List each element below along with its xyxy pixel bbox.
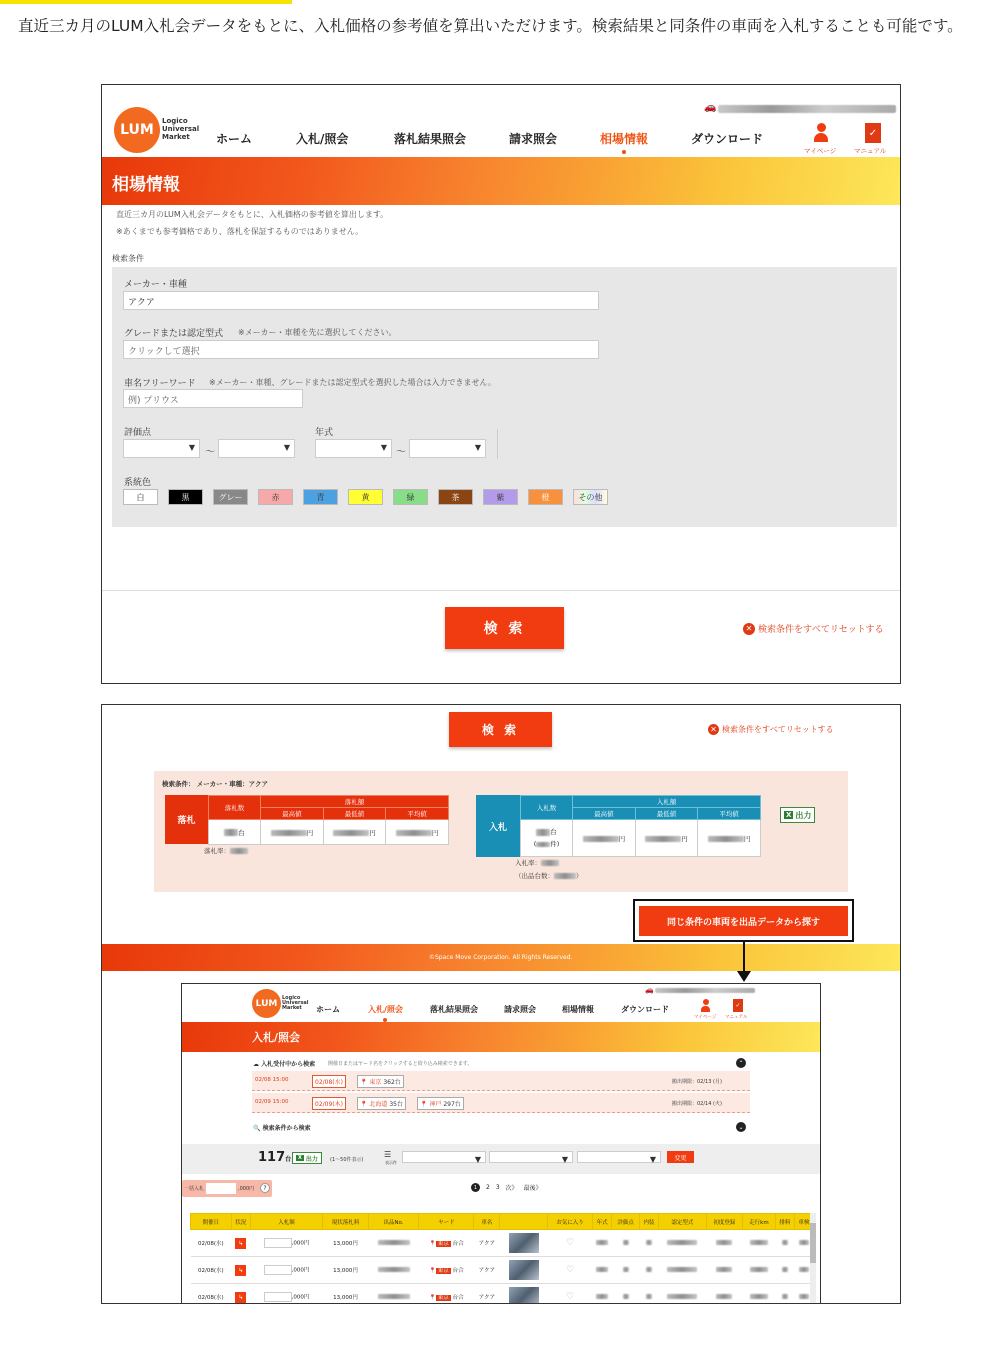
divider xyxy=(497,429,498,459)
manual-label[interactable]: マニュアル xyxy=(854,147,887,155)
bid-suffix: ,000円 xyxy=(291,1240,310,1247)
row-yard: 東京 xyxy=(437,1295,449,1301)
column-header[interactable]: 状況 xyxy=(231,1214,250,1230)
car-thumbnail[interactable] xyxy=(509,1233,539,1253)
column-header[interactable] xyxy=(500,1214,548,1230)
row-car-name[interactable]: アクア xyxy=(478,1268,495,1274)
page-banner xyxy=(102,157,900,205)
mypage-label[interactable]: マイページ xyxy=(694,1015,717,1020)
copyright: ©Space Move Corporation. All Rights Reserved. xyxy=(429,954,573,961)
intro-text: 直近三カ月のLUM入札会データをもとに、入札価格の参考値を算出いただけます。検索結果と同条件の車両を入札することも可能です。 xyxy=(18,17,963,35)
excel-icon: X xyxy=(786,811,792,819)
row-yard-city: 台合 xyxy=(452,1241,464,1247)
color-chip-0[interactable]: 白 xyxy=(123,489,158,505)
result-count: 117台 xyxy=(258,1150,292,1165)
reset-conditions-link[interactable]: ✕ 検索条件をすべてリセットする xyxy=(708,724,834,735)
market-info-search-screenshot xyxy=(101,84,901,684)
maker-input[interactable]: アクア xyxy=(123,291,599,310)
yard-tag[interactable]: 📍 東京 362台 xyxy=(357,1075,404,1088)
mypage-icon[interactable] xyxy=(701,999,710,1012)
car-thumbnail[interactable] xyxy=(509,1287,539,1304)
won-max-header: 最高値 xyxy=(261,808,324,820)
footer-banner xyxy=(102,944,900,971)
won-avg-cell: 円 xyxy=(386,820,449,845)
bid-input[interactable] xyxy=(264,1292,292,1302)
cond-search-label: 🔍 検索条件から検索 xyxy=(253,1125,311,1132)
excel-export-button[interactable]: X 出力 xyxy=(780,807,815,823)
favorite-heart-icon[interactable]: ♡ xyxy=(565,1292,575,1302)
auction-row xyxy=(252,1093,750,1113)
close-icon: ✕ xyxy=(708,724,719,735)
nav-results[interactable]: 落札結果照会 xyxy=(430,1005,478,1014)
won-rate: 落札率： xyxy=(204,846,248,855)
bid-max-cell: 円 xyxy=(573,820,636,857)
color-chip-4[interactable]: 青 xyxy=(303,489,338,505)
sort-select-3[interactable] xyxy=(577,1151,661,1163)
bulk-bid-box xyxy=(182,1180,272,1197)
page-link[interactable]: 2 xyxy=(486,1184,490,1191)
arrow-line xyxy=(743,942,745,972)
auction-row xyxy=(252,1071,750,1091)
search-button[interactable]: 検 索 xyxy=(449,712,552,747)
won-min-cell: 円 xyxy=(323,820,386,845)
won-price-header: 落札額 xyxy=(261,796,449,808)
user-info-redacted xyxy=(655,988,755,993)
bid-input[interactable] xyxy=(264,1238,292,1248)
column-header[interactable]: 車検 xyxy=(794,1214,813,1230)
color-chip-3[interactable]: 赤 xyxy=(258,489,293,505)
lum-logo[interactable]: LUM xyxy=(114,107,160,153)
search-button[interactable]: 検 索 xyxy=(445,607,564,649)
conditions-label: 検索条件 xyxy=(112,254,144,263)
search-conditions-summary: 検索条件： メーカー・車種：アクア xyxy=(162,780,268,788)
color-chip-5[interactable]: 黄 xyxy=(348,489,383,505)
bid-status-icon[interactable]: ↳ xyxy=(235,1292,246,1303)
deadline: 搬出期限：02/14 (火) xyxy=(672,1101,722,1107)
list-icon[interactable]: ☰ xyxy=(384,1150,392,1159)
range-label: (1〜50件表示) xyxy=(330,1157,364,1163)
table-row[interactable]: 02/08(水) ↳ ,000円 13,000円 📍 東京 台合 アクア ♡ xyxy=(191,1230,814,1257)
bid-min-header: 最低値 xyxy=(635,808,698,820)
logo-wordmark: Logico Universal Market xyxy=(162,117,200,141)
year-tilde: ～ xyxy=(396,447,406,458)
mypage-icon[interactable] xyxy=(814,123,828,143)
site-header xyxy=(102,85,900,157)
column-header[interactable]: 年式 xyxy=(593,1214,612,1230)
bid-inquiry-screenshot xyxy=(181,983,821,1304)
score-label: 評価点 xyxy=(124,428,152,438)
score-min-select[interactable] xyxy=(123,439,200,458)
lum-logo[interactable]: LUM xyxy=(252,989,281,1018)
sort-select-2[interactable] xyxy=(489,1151,573,1163)
freeword-input[interactable]: 例) プリウス xyxy=(123,389,303,408)
grade-label: グレードまたは認定型式 xyxy=(124,329,224,339)
search-conditions-panel xyxy=(112,267,897,527)
bid-max-header: 最高値 xyxy=(573,808,636,820)
color-chip-2[interactable]: グレー xyxy=(213,489,248,505)
nav-market[interactable]: 相場情報 xyxy=(562,1005,594,1014)
nav-billing[interactable]: 請求照会 xyxy=(509,132,558,146)
nav-home[interactable]: ホーム xyxy=(316,1005,340,1014)
page-link[interactable]: 3 xyxy=(495,1184,500,1191)
page-link[interactable]: 最後》 xyxy=(523,1185,542,1192)
score-tilde: ～ xyxy=(205,447,215,458)
column-header[interactable]: 評価点 xyxy=(612,1214,640,1230)
row-car-name[interactable]: アクア xyxy=(478,1295,495,1301)
bid-count-header: 入札数 xyxy=(521,796,573,820)
row-date: 02/08(水) xyxy=(198,1268,224,1274)
won-label: 落札 xyxy=(165,795,208,844)
car-thumbnail[interactable] xyxy=(509,1260,539,1280)
nav-download[interactable]: ダウンロード xyxy=(691,132,764,146)
row-yard: 東京 xyxy=(437,1241,449,1247)
find-same-condition-button[interactable]: 同じ条件の車両を出品データから探す xyxy=(639,906,848,936)
won-min-header: 最低値 xyxy=(323,808,386,820)
bid-min-cell: 円 xyxy=(635,820,698,857)
color-chip-7[interactable]: 茶 xyxy=(438,489,473,505)
row-yard-city: 台合 xyxy=(452,1268,464,1274)
nav-download[interactable]: ダウンロード xyxy=(621,1005,669,1014)
bid-stats-table xyxy=(520,795,761,857)
bid-open-note: 開催日またはヤード名をクリックすると絞り込み検索できます。 xyxy=(328,1061,473,1067)
help-icon[interactable]: ? xyxy=(260,1183,270,1193)
won-max-cell: 円 xyxy=(261,820,324,845)
arrow-down-icon xyxy=(737,971,751,982)
column-header[interactable]: 現状落札料 xyxy=(323,1214,368,1230)
pagination xyxy=(471,1183,542,1192)
description-line1: 直近三カ月のLUM入札会データをもとに、入札価格の参考値を算出します。 xyxy=(116,210,389,219)
auction-date-tag[interactable]: 02/08(水) xyxy=(312,1075,346,1088)
auction-time: 02/09 15:00 xyxy=(255,1099,289,1105)
page-link[interactable]: 1 xyxy=(471,1183,480,1192)
nav-market[interactable]: 相場情報 xyxy=(600,132,649,146)
page-title: 相場情報 xyxy=(112,175,180,195)
color-chip-8[interactable]: 紫 xyxy=(483,489,518,505)
won-count-cell: 台 xyxy=(209,820,261,845)
vehicle-list-table xyxy=(190,1213,814,1304)
year-max-select[interactable] xyxy=(409,439,486,458)
bid-price-header: 入札額 xyxy=(573,796,761,808)
nav-results[interactable]: 落札結果照会 xyxy=(394,132,467,146)
row-fee: 13,000円 xyxy=(333,1295,358,1301)
yard-tag[interactable]: 📍 神戸 297台 xyxy=(417,1097,464,1110)
grade-note: ※メーカー・車種を先に選択してください。 xyxy=(238,328,397,337)
auction-time: 02/08 15:00 xyxy=(255,1077,289,1083)
reset-conditions-link[interactable]: ✕ 検索条件をすべてリセットする xyxy=(743,622,883,635)
row-fee: 13,000円 xyxy=(333,1268,358,1274)
column-header[interactable]: 出品No. xyxy=(368,1214,419,1230)
row-yard: 東京 xyxy=(437,1268,449,1274)
row-date: 02/08(水) xyxy=(198,1295,224,1301)
user-info-redacted xyxy=(718,105,896,113)
column-header[interactable]: 認定型式 xyxy=(659,1214,707,1230)
column-header[interactable]: 排料 xyxy=(775,1214,794,1230)
bid-count-cell: 台 ( 件) xyxy=(521,820,573,857)
change-button[interactable]: 変更 xyxy=(667,1151,694,1163)
maker-label: メーカー・車種 xyxy=(124,280,187,290)
freeword-note: ※メーカー・車種、グレードまたは認定型式を選択した場合は入力できません。 xyxy=(209,378,497,387)
row-fee: 13,000円 xyxy=(333,1241,358,1247)
column-header[interactable]: 走行km xyxy=(743,1214,776,1230)
manual-label[interactable]: マニュアル xyxy=(725,1015,748,1020)
excel-export-button[interactable]: X 出力 xyxy=(292,1152,322,1164)
color-chip-10[interactable]: その他 xyxy=(573,489,608,505)
collapse-icon[interactable]: ⌃ xyxy=(736,1058,746,1068)
column-header[interactable]: お気に入り xyxy=(547,1214,592,1230)
results-panel xyxy=(154,771,848,892)
top-accent-bar xyxy=(0,0,292,4)
description-line2: ※あくまでも参考価格であり、落札を保証するものではありません。 xyxy=(116,227,364,236)
nav-billing[interactable]: 請求照会 xyxy=(504,1005,536,1014)
nav-bid[interactable]: 入札/照会 xyxy=(296,132,349,146)
row-date: 02/08(水) xyxy=(198,1241,224,1247)
column-header[interactable]: 入札額 xyxy=(250,1214,323,1230)
color-chip-6[interactable]: 緑 xyxy=(393,489,428,505)
grade-input[interactable]: クリックして選択 xyxy=(123,340,599,359)
mypage-label[interactable]: マイページ xyxy=(804,147,837,155)
bulk-bid-input[interactable] xyxy=(206,1183,236,1194)
listed-count: （出品台数： ） xyxy=(515,872,583,880)
car-icon: 🚗 xyxy=(704,102,717,113)
nav-home[interactable]: ホーム xyxy=(216,132,253,146)
bulk-bid-label: 一括入札 xyxy=(184,1186,205,1192)
divider xyxy=(102,590,900,591)
color-chip-1[interactable]: 黒 xyxy=(168,489,203,505)
bulk-bid-suffix: ,000円 xyxy=(238,1186,255,1192)
bid-status-icon[interactable]: ↳ xyxy=(235,1238,246,1249)
auction-date-tag[interactable]: 02/09(木) xyxy=(312,1097,346,1110)
year-min-select[interactable] xyxy=(315,439,392,458)
expand-icon[interactable]: ⌄ xyxy=(736,1122,746,1132)
logo-wordmark: Logico Universal Market xyxy=(282,995,309,1011)
won-avg-header: 平均値 xyxy=(386,808,449,820)
deadline: 搬出期限：02/13 (月) xyxy=(672,1079,722,1085)
excel-icon: X xyxy=(298,1155,302,1161)
display-count-label: 表示件 xyxy=(385,1160,397,1165)
year-label: 年式 xyxy=(315,428,334,438)
column-header[interactable]: 車名 xyxy=(474,1214,500,1230)
won-stats-table xyxy=(208,795,449,845)
color-chip-9[interactable]: 橙 xyxy=(528,489,563,505)
sort-select-1[interactable] xyxy=(402,1151,486,1163)
result-toolbar xyxy=(182,1144,820,1174)
bid-status-icon[interactable]: ↳ xyxy=(235,1265,246,1276)
nav-bid[interactable]: 入札/照会 xyxy=(368,1005,403,1014)
scrollbar[interactable] xyxy=(810,1213,816,1304)
table-row[interactable]: 02/08(水) ↳ ,000円 13,000円 📍 東京 台合 アクア ♡ xyxy=(191,1284,814,1305)
page-title: 入札/照会 xyxy=(252,1031,301,1044)
bid-avg-header: 平均値 xyxy=(698,808,761,820)
won-count-header: 落札数 xyxy=(209,796,261,820)
column-header[interactable]: ヤード xyxy=(419,1214,474,1230)
bid-suffix: ,000円 xyxy=(291,1267,310,1274)
row-car-name[interactable]: アクア xyxy=(478,1241,495,1247)
close-icon: ✕ xyxy=(743,623,755,635)
bid-rate: 入札率： xyxy=(515,858,559,867)
yard-tag[interactable]: 📍 北海道 35台 xyxy=(357,1097,406,1110)
manual-icon[interactable]: ✓ xyxy=(733,999,743,1012)
favorite-heart-icon[interactable]: ♡ xyxy=(565,1238,575,1248)
bid-input[interactable] xyxy=(264,1265,292,1275)
table-row[interactable]: 02/08(水) ↳ ,000円 13,000円 📍 東京 台合 アクア ♡ xyxy=(191,1257,814,1284)
row-yard-city: 台合 xyxy=(452,1295,464,1301)
column-header[interactable]: 初度登録 xyxy=(706,1214,743,1230)
column-header[interactable]: 開催日 xyxy=(191,1214,232,1230)
freeword-label: 車名フリーワード xyxy=(124,379,196,389)
page-banner xyxy=(182,1022,820,1052)
color-label: 系統色 xyxy=(124,478,152,488)
page-link[interactable]: 次》 xyxy=(505,1185,518,1192)
bid-suffix: ,000円 xyxy=(291,1294,310,1301)
manual-icon[interactable]: ✓ xyxy=(865,123,881,143)
car-icon: 🚗 xyxy=(645,986,654,994)
bid-label: 入札 xyxy=(476,795,520,857)
favorite-heart-icon[interactable]: ♡ xyxy=(565,1265,575,1275)
bid-avg-cell: 円 xyxy=(698,820,761,857)
bid-open-label: ☁ 入札受付中から検索 xyxy=(253,1061,316,1068)
column-header[interactable]: 内装 xyxy=(639,1214,658,1230)
score-max-select[interactable] xyxy=(218,439,295,458)
